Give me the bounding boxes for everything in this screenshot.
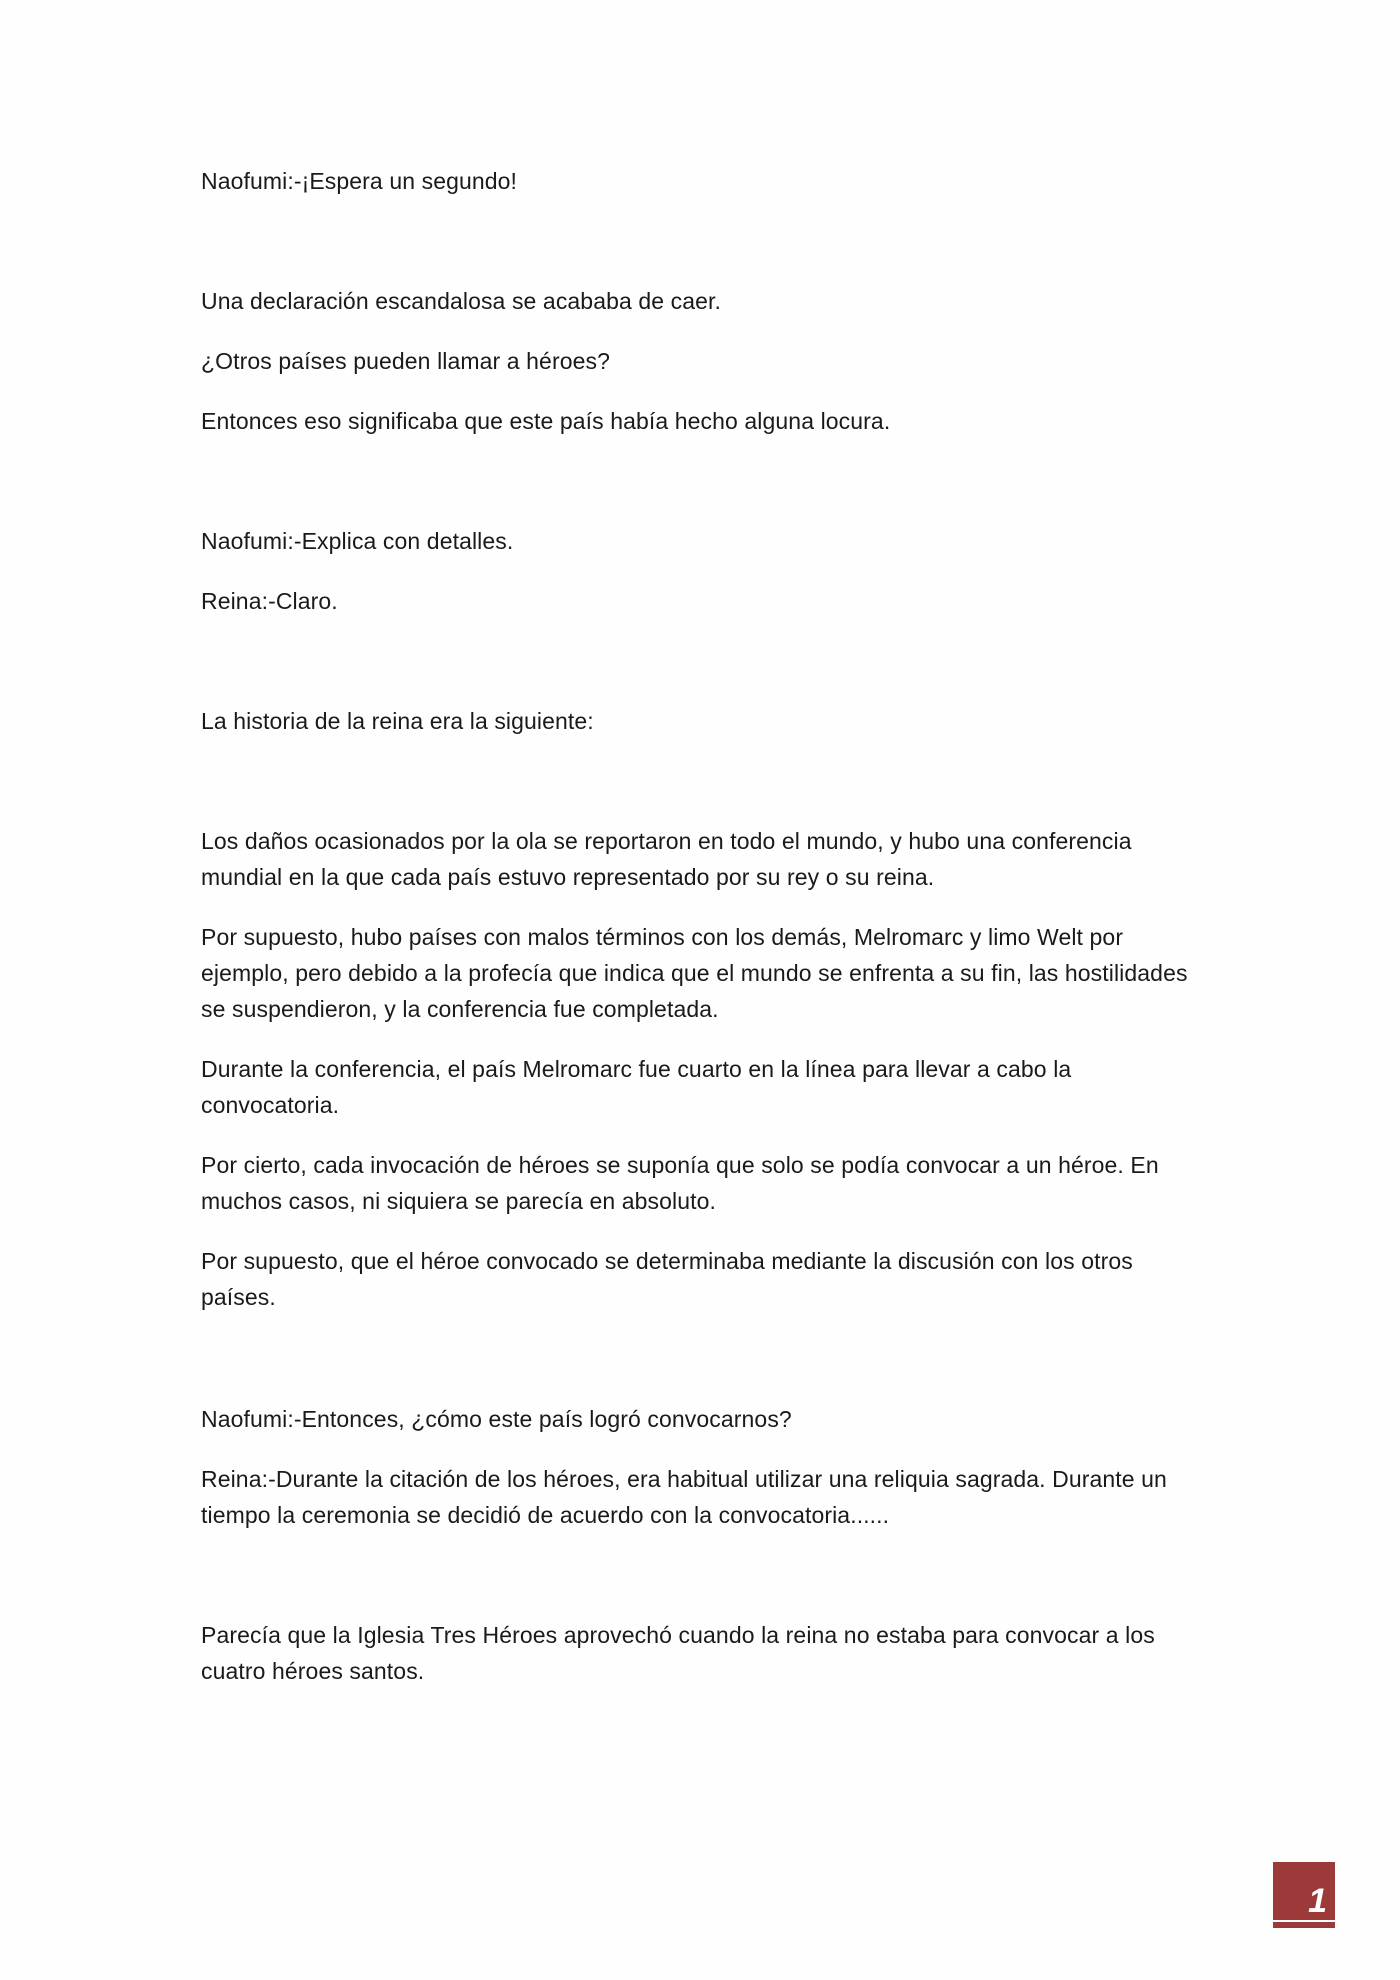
narration-paragraph: Por cierto, cada invocación de héroes se suponía que solo se podía convocar a un héroe. En muchos casos, ni siquiera se parecía en absoluto.: [201, 1152, 1159, 1214]
narration-paragraph: ¿Otros países pueden llamar a héroes?: [201, 348, 610, 374]
narration-paragraph: La historia de la reina era la siguiente:: [201, 708, 594, 734]
narration-paragraph: Parecía que la Iglesia Tres Héroes aprovechó cuando la reina no estaba para convocar a los cuatro héroes santos.: [201, 1622, 1155, 1684]
page-number: 1: [1308, 1882, 1327, 1920]
narration-paragraph: Por supuesto, hubo países con malos términos con los demás, Melromarc y limo Welt por ejemplo, pero debido a la profecía que indica que el mundo se enfrenta a su fin, las hostilidades se suspendieron, y la conferencia fue completada.: [201, 924, 1188, 1022]
dialogue-line: Naofumi:-Explica con detalles.: [201, 528, 514, 554]
dialogue-line: Reina:-Claro.: [201, 588, 338, 614]
dialogue-line: Naofumi:-Entonces, ¿cómo este país logró convocarnos?: [201, 1406, 792, 1432]
dialogue-line: Reina:-Durante la citación de los héroes, era habitual utilizar una reliquia sagrada. Durante un tiempo la ceremonia se decidió de acuerdo con la convocatoria......: [201, 1466, 1167, 1528]
narration-paragraph: Por supuesto, que el héroe convocado se determinaba mediante la discusión con los otros países.: [201, 1248, 1133, 1310]
dialogue-line: Naofumi:-¡Espera un segundo!: [201, 168, 518, 194]
narration-paragraph: Entonces eso significaba que este país había hecho alguna locura.: [201, 408, 891, 434]
narration-paragraph: Una declaración escandalosa se acababa de caer.: [201, 288, 721, 314]
narration-paragraph: Los daños ocasionados por la ola se reportaron en todo el mundo, y hubo una conferencia mundial en la que cada país estuvo representado por su rey o su reina.: [201, 828, 1132, 890]
page-number-underline: [1273, 1920, 1335, 1922]
page-number-badge: [1273, 1862, 1335, 1928]
narration-paragraph: Durante la conferencia, el país Melromarc fue cuarto en la línea para llevar a cabo la convocatoria.: [201, 1056, 1072, 1118]
